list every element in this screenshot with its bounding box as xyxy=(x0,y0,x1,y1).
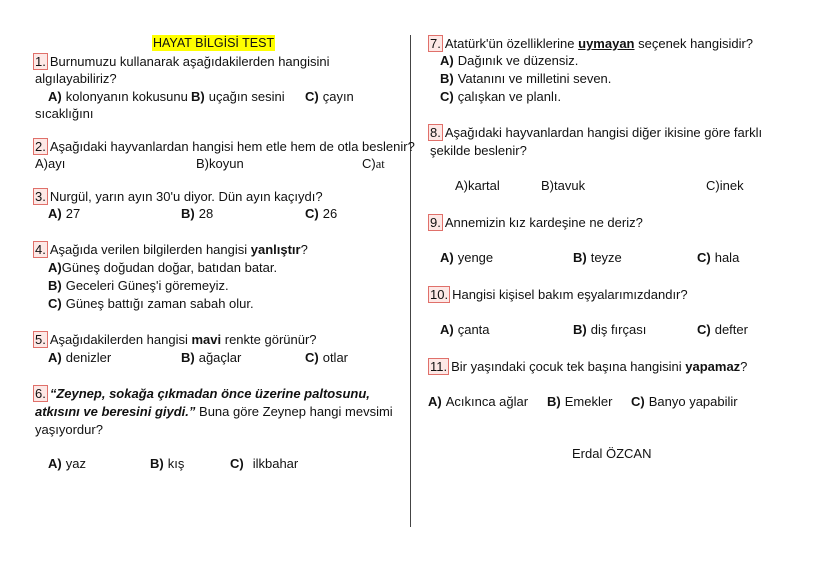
question-6-quote-line-2: atkısını ve beresini giydi.” xyxy=(35,404,196,419)
option-text: uçağın sesini xyxy=(208,89,285,104)
option-letter: C) xyxy=(697,322,711,337)
question-5-text-after: renkte görünür? xyxy=(221,332,317,347)
question-11-emphasis: yapamaz xyxy=(685,359,741,374)
option-text: yaz xyxy=(65,456,86,471)
question-7-text xyxy=(428,35,753,52)
option-letter: B) xyxy=(196,156,209,171)
question-6-option-a xyxy=(48,456,86,472)
question-4-text xyxy=(33,241,308,258)
question-4-text-after: ? xyxy=(300,242,308,257)
question-8-line-2: şekilde beslenir? xyxy=(430,143,527,158)
question-9-line-1: Annemizin kız kardeşine ne deriz? xyxy=(444,215,643,230)
option-letter: C) xyxy=(631,394,645,409)
question-6-line-3: yaşıyordur? xyxy=(35,422,103,437)
option-text: Güneş doğudan doğar, batıdan batar. xyxy=(61,260,278,275)
question-5-option-c xyxy=(305,350,348,366)
question-2-option-b xyxy=(196,156,244,172)
option-letter: A) xyxy=(440,250,454,265)
question-1-number: 1. xyxy=(35,54,46,69)
question-1-option-a xyxy=(48,89,188,105)
option-text: ayı xyxy=(48,156,66,171)
option-text: hala xyxy=(714,250,740,265)
option-letter: C) xyxy=(362,156,376,171)
question-9-option-b xyxy=(573,250,622,266)
option-letter: C) xyxy=(697,250,711,265)
question-6-quote-line-1: “Zeynep, sokağa çıkmadan önce üzerine paltosunu, xyxy=(49,386,370,401)
question-6-number: 6. xyxy=(35,386,46,401)
option-text: kış xyxy=(167,456,185,471)
question-10-option-c xyxy=(697,322,748,338)
question-9-option-a xyxy=(440,250,493,266)
option-letter: B) xyxy=(547,394,561,409)
option-letter: A) xyxy=(35,156,48,171)
option-letter: C) xyxy=(48,296,62,311)
question-2-option-a xyxy=(35,156,65,172)
option-letter: C) xyxy=(230,456,244,471)
option-text: defter xyxy=(714,322,748,337)
option-letter: A) xyxy=(48,350,62,365)
option-text: Geceleri Güneş'i göremeyiz. xyxy=(65,278,229,293)
question-5-emphasis: mavi xyxy=(191,332,222,347)
question-1-option-c xyxy=(305,89,354,105)
question-1-option-b xyxy=(191,89,285,105)
worksheet-title: HAYAT BİLGİSİ TEST xyxy=(153,36,275,50)
option-text: Vatanını ve milletini seven. xyxy=(457,71,612,86)
question-7-option-a xyxy=(440,53,578,69)
option-text: koyun xyxy=(209,156,244,171)
option-text: inek xyxy=(719,178,744,193)
option-text: Banyo yapabilir xyxy=(648,394,738,409)
option-letter: B) xyxy=(150,456,164,471)
option-text: ilkbahar xyxy=(252,456,299,471)
question-8-text xyxy=(428,124,762,141)
option-letter: B) xyxy=(573,250,587,265)
question-6-line-2-rest: Buna göre Zeynep hangi mevsimi xyxy=(195,404,393,419)
option-text: kolonyanın kokusunu xyxy=(65,89,188,104)
question-8-option-a xyxy=(455,178,500,194)
question-4-emphasis: yanlıştır xyxy=(250,242,301,257)
option-text: otlar xyxy=(322,350,349,365)
option-text: Acıkınca ağlar xyxy=(445,394,529,409)
option-letter: C) xyxy=(305,350,319,365)
question-2-text xyxy=(33,138,415,155)
option-text: Güneş battığı zaman sabah olur. xyxy=(65,296,254,311)
question-6-option-b xyxy=(150,456,184,472)
question-11-text-before: Bir yaşındaki çocuk tek başına hangisini xyxy=(451,359,686,374)
question-7-text-after: seçenek hangisidir? xyxy=(634,36,754,51)
option-text: çanta xyxy=(457,322,490,337)
option-letter: C) xyxy=(305,89,319,104)
question-9-option-c xyxy=(697,250,739,266)
option-letter: A) xyxy=(48,206,62,221)
question-11-text xyxy=(428,358,747,375)
option-text: çayın xyxy=(322,89,354,104)
question-9-number: 9. xyxy=(430,215,441,230)
question-1-line-2: algılayabiliriz? xyxy=(35,71,117,86)
question-4-option-a xyxy=(48,260,277,276)
question-7-text-before: Atatürk'ün özelliklerine xyxy=(444,36,579,51)
option-text: denizler xyxy=(65,350,112,365)
option-letter: B) xyxy=(48,278,62,293)
question-10-text xyxy=(428,286,688,303)
question-9-text xyxy=(428,214,643,231)
question-3-line-1: Nurgül, yarın ayın 30'u diyor. Dün ayın kaçıydı? xyxy=(49,189,323,204)
question-11-number: 11. xyxy=(430,359,448,374)
option-text: tavuk xyxy=(554,178,586,193)
option-letter: A) xyxy=(48,260,62,275)
option-text: ağaçlar xyxy=(198,350,242,365)
question-6-line-2 xyxy=(35,404,393,420)
option-letter: A) xyxy=(48,456,62,471)
question-5-text xyxy=(33,331,317,348)
option-text: teyze xyxy=(590,250,622,265)
question-5-option-a xyxy=(48,350,111,366)
question-10-number: 10. xyxy=(430,287,449,302)
option-letter: C) xyxy=(305,206,319,221)
option-text: 27 xyxy=(65,206,81,221)
question-5-option-b xyxy=(181,350,241,366)
question-10-option-a xyxy=(440,322,490,338)
question-2-option-c xyxy=(362,156,385,172)
question-6-option-c xyxy=(230,456,298,472)
option-letter: B) xyxy=(573,322,587,337)
question-2-number: 2. xyxy=(35,139,46,154)
option-letter: A) xyxy=(48,89,62,104)
question-1-line-1: Burnumuzu kullanarak aşağıdakilerden hangisini xyxy=(49,54,330,69)
question-11-option-c xyxy=(631,394,738,410)
author-name: Erdal ÖZCAN xyxy=(572,446,652,461)
option-text: kartal xyxy=(468,178,500,193)
question-7-number: 7. xyxy=(430,36,441,51)
question-10-line-1: Hangisi kişisel bakım eşyalarımızdandır? xyxy=(452,287,688,302)
question-3-text xyxy=(33,188,323,205)
question-4-number: 4. xyxy=(35,242,46,257)
option-text: at xyxy=(375,157,385,171)
option-text: çalışkan ve planlı. xyxy=(457,89,562,104)
question-1-text xyxy=(33,53,330,70)
question-2-line-1: Aşağıdaki hayvanlardan hangisi hem etle hem de otla beslenir? xyxy=(49,139,415,154)
question-11-option-b xyxy=(547,394,612,410)
option-letter: B) xyxy=(440,71,454,86)
question-4-option-c xyxy=(48,296,254,312)
question-3-option-c xyxy=(305,206,337,222)
option-letter: B) xyxy=(541,178,554,193)
question-1-option-c-continuation: sıcaklığını xyxy=(35,106,94,121)
option-text: 28 xyxy=(198,206,214,221)
question-3-number: 3. xyxy=(35,189,46,204)
question-4-text-before: Aşağıda verilen bilgilerden hangisi xyxy=(49,242,251,257)
question-8-line-1: Aşağıdaki hayvanlardan hangisi diğer ikisine göre farklı xyxy=(444,125,763,140)
option-letter: A) xyxy=(440,53,454,68)
question-7-option-b xyxy=(440,71,611,87)
question-5-number: 5. xyxy=(35,332,46,347)
question-7-emphasis: uymayan xyxy=(578,36,635,51)
option-letter: C) xyxy=(440,89,454,104)
question-6-text xyxy=(33,385,370,402)
question-3-option-a xyxy=(48,206,80,222)
column-divider xyxy=(410,35,411,527)
question-8-number: 8. xyxy=(430,125,441,140)
question-8-option-c xyxy=(706,178,744,194)
question-5-text-before: Aşağıdakilerden hangisi xyxy=(49,332,192,347)
question-4-option-b xyxy=(48,278,229,294)
question-11-option-a xyxy=(428,394,528,410)
option-text: 26 xyxy=(322,206,338,221)
option-letter: B) xyxy=(191,89,205,104)
option-letter: A) xyxy=(428,394,442,409)
question-3-option-b xyxy=(181,206,213,222)
question-8-option-b xyxy=(541,178,585,194)
option-letter: B) xyxy=(181,350,195,365)
option-letter: A) xyxy=(455,178,468,193)
option-letter: C) xyxy=(706,178,720,193)
option-letter: A) xyxy=(440,322,454,337)
question-10-option-b xyxy=(573,322,646,338)
option-text: Emekler xyxy=(564,394,613,409)
option-letter: B) xyxy=(181,206,195,221)
question-7-option-c xyxy=(440,89,561,105)
question-11-text-after: ? xyxy=(740,359,748,374)
option-text: Dağınık ve düzensiz. xyxy=(457,53,579,68)
option-text: diş fırçası xyxy=(590,322,647,337)
option-text: yenge xyxy=(457,250,494,265)
